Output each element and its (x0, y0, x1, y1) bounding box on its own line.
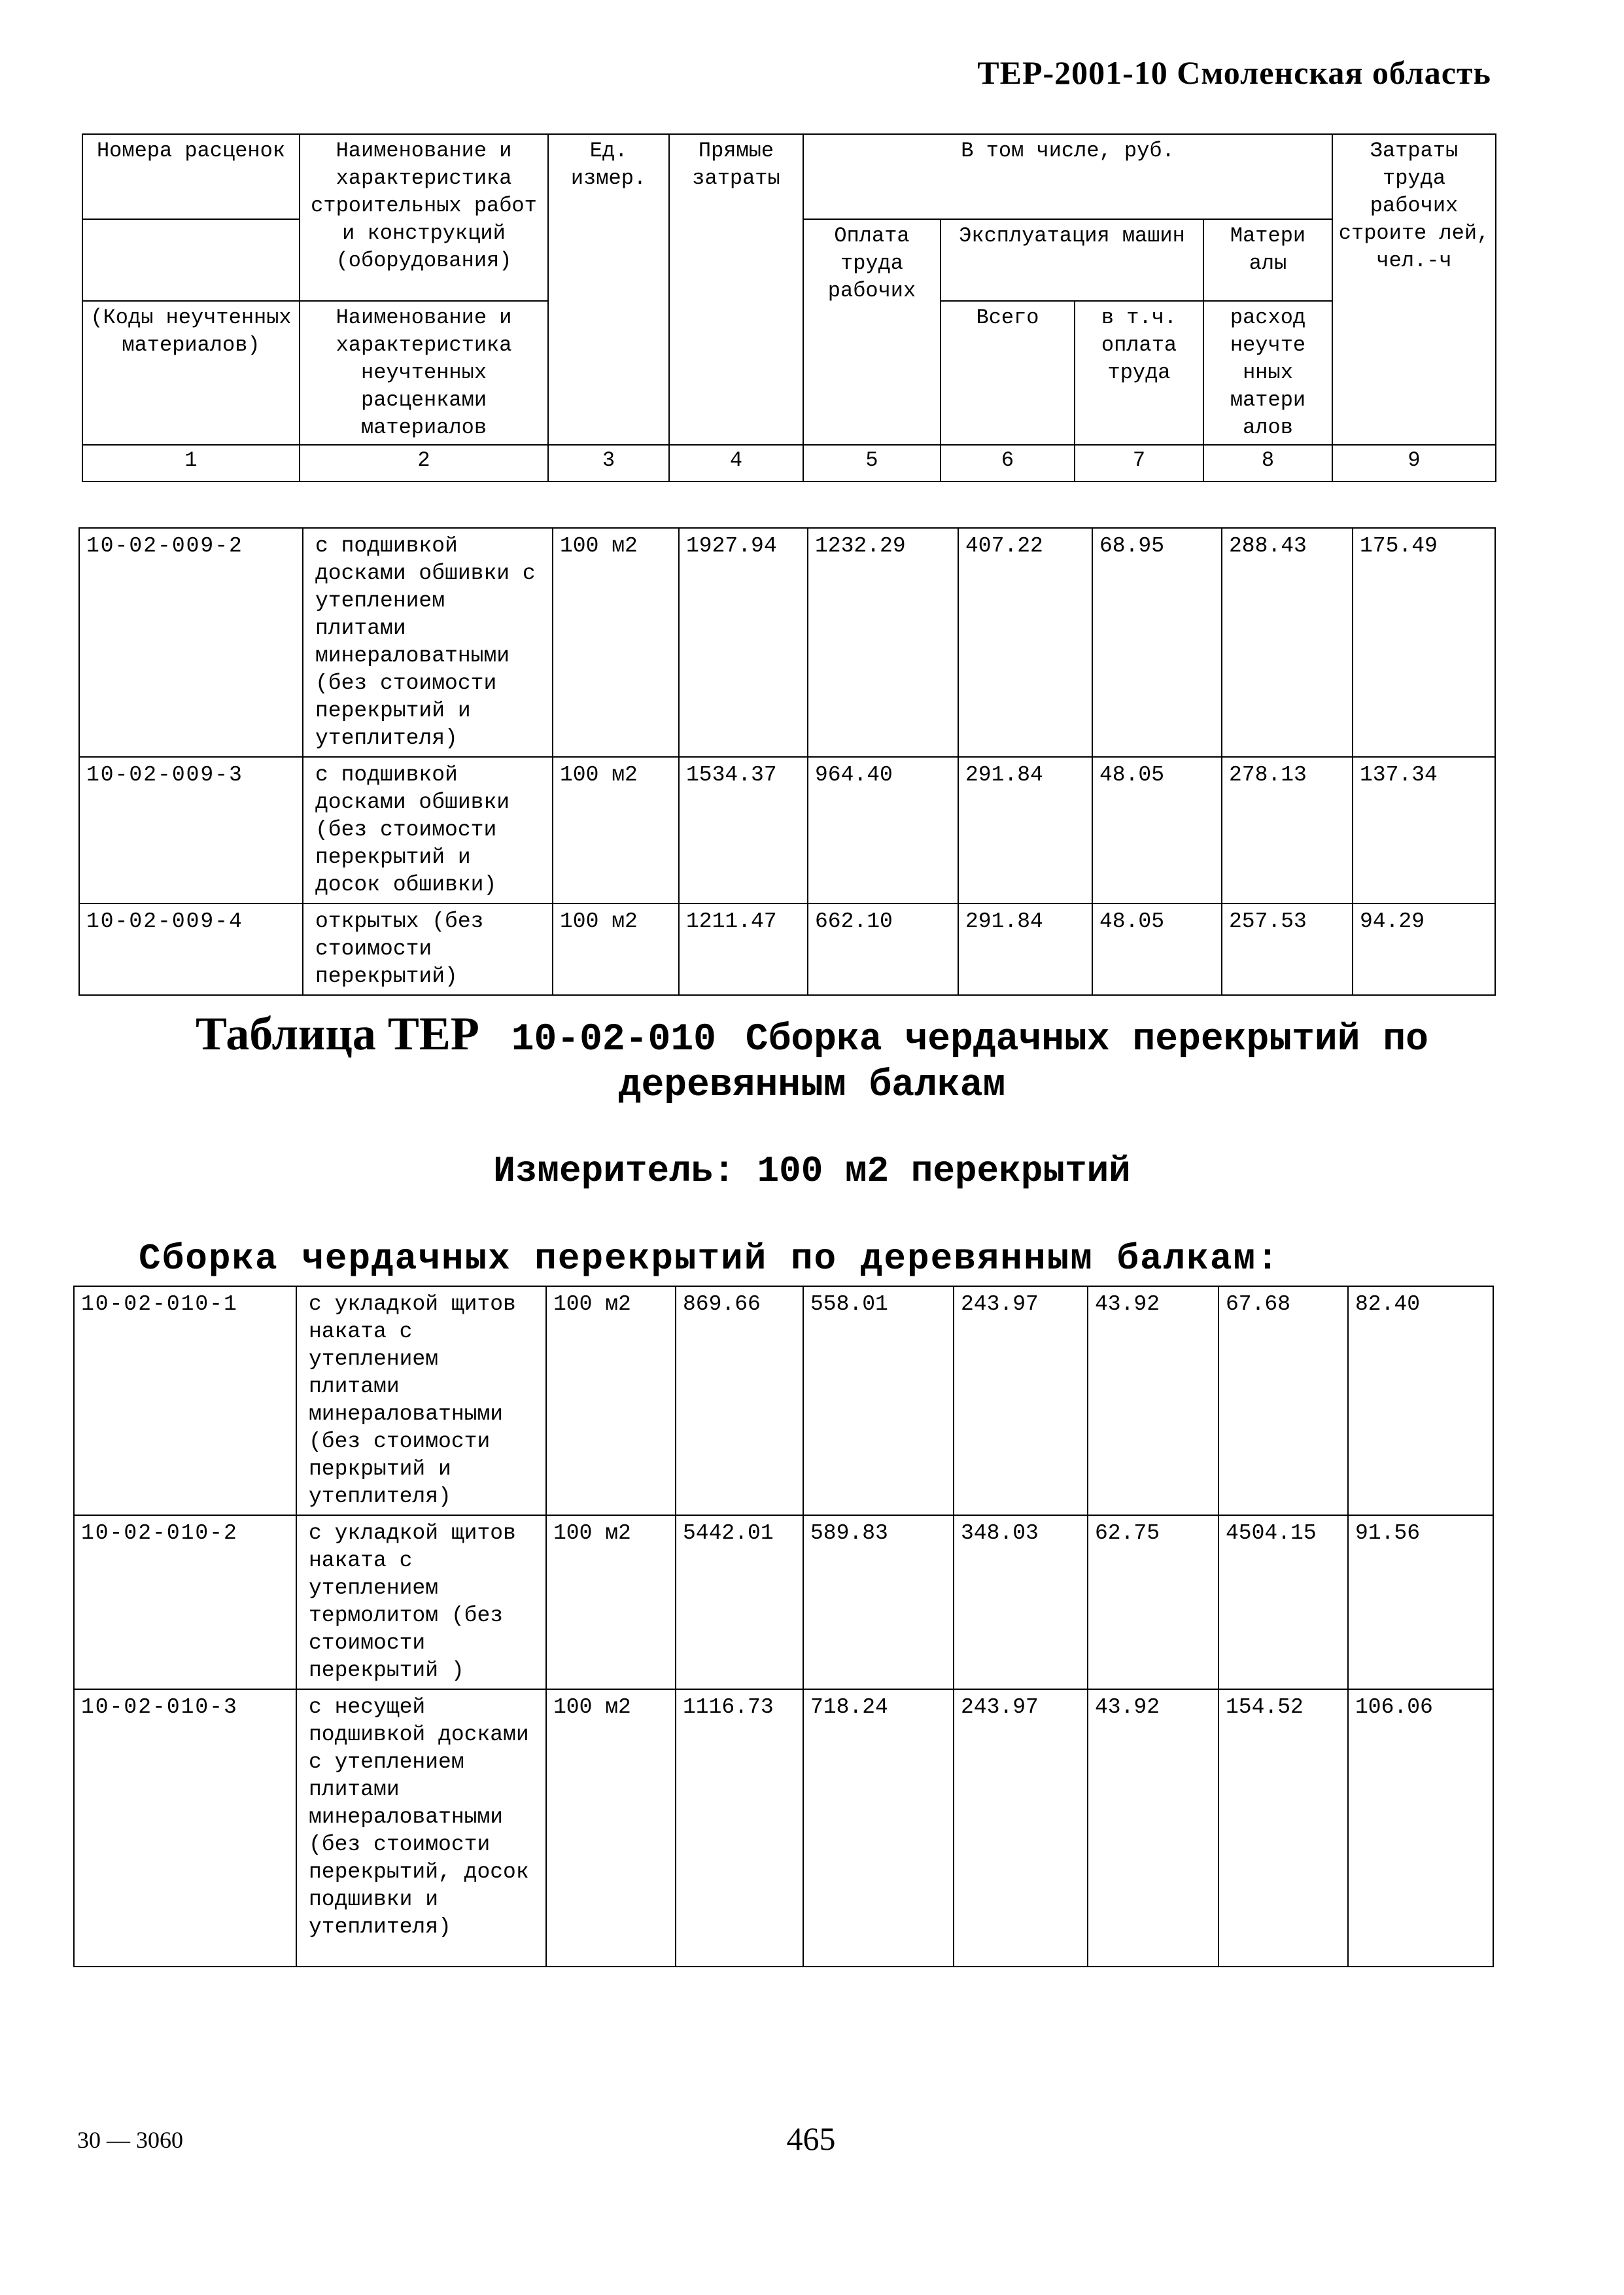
column-number: 9 (1332, 445, 1496, 482)
rate-worker-wages: 662.10 (808, 903, 958, 995)
rate-materials: 257.53 (1222, 903, 1353, 995)
rate-direct-costs: 869.66 (676, 1286, 803, 1515)
table-row (74, 1286, 1493, 1515)
rate-labor-hours: 82.40 (1348, 1286, 1493, 1515)
header-unaccounted-materials: расход неучте нных матери алов (1203, 301, 1332, 445)
table-row (74, 1515, 1493, 1689)
rate-machines-wages: 48.05 (1092, 903, 1222, 995)
rate-direct-costs: 5442.01 (676, 1515, 803, 1689)
table-label: Таблица ТЕР (196, 1007, 479, 1060)
rate-machines-total: 243.97 (954, 1689, 1088, 1967)
rate-machines-total: 243.97 (954, 1286, 1088, 1515)
rate-labor-hours: 94.29 (1353, 903, 1495, 995)
column-number: 1 (82, 445, 300, 482)
rate-materials: 288.43 (1222, 528, 1353, 757)
rate-machines-wages: 48.05 (1092, 757, 1222, 903)
rate-unit: 100 м2 (546, 1286, 676, 1515)
header-worker-wages: Оплата труда рабочих (803, 219, 941, 445)
rate-worker-wages: 718.24 (803, 1689, 954, 1967)
rate-unit: 100 м2 (553, 903, 679, 995)
running-header: ТЕР-2001-10 Смоленская область (977, 54, 1491, 91)
table-row (79, 903, 1495, 995)
rate-description: открытых (без стоимости перекрытий) (303, 903, 553, 995)
rate-code: 10-02-009-3 (79, 757, 303, 903)
table-row (74, 1689, 1493, 1967)
column-number: 7 (1075, 445, 1203, 482)
column-number: 3 (548, 445, 669, 482)
rate-description: с несущей подшивкой досками с утеплением плитами минераловатными (без стоимости перекрытий, досок подшивки и утеплителя) (296, 1689, 546, 1967)
rate-materials: 67.68 (1218, 1286, 1348, 1515)
rate-machines-total: 407.22 (958, 528, 1092, 757)
rate-labor-hours: 137.34 (1353, 757, 1495, 903)
rate-unit: 100 м2 (553, 528, 679, 757)
header-machines-group: Эксплуатация машин (941, 219, 1203, 301)
header-machines-total: Всего (941, 301, 1075, 445)
table-row (79, 528, 1495, 757)
page-number: 465 (786, 2120, 836, 2157)
rate-machines-wages: 43.92 (1088, 1286, 1218, 1515)
rate-labor-hours: 175.49 (1353, 528, 1495, 757)
rate-description: с укладкой щитов наката с утеплением плитами минераловатными (без стоимости перкрытий и утеплителя) (296, 1286, 546, 1515)
column-number: 5 (803, 445, 941, 482)
rate-unit: 100 м2 (546, 1689, 676, 1967)
rate-materials: 4504.15 (1218, 1515, 1348, 1689)
header-including-group: В том числе, руб. (803, 134, 1332, 219)
header-labor-costs: Затраты труда рабочих строите лей, чел.-ч (1332, 134, 1496, 445)
rate-code: 10-02-010-1 (74, 1286, 296, 1515)
rate-worker-wages: 1232.29 (808, 528, 958, 757)
column-number: 2 (300, 445, 548, 482)
unit-of-measure: Измеритель: 100 м2 перекрытий (493, 1150, 1131, 1192)
rate-code: 10-02-010-2 (74, 1515, 296, 1689)
header-machines-wages: в т.ч. оплата труда (1075, 301, 1203, 445)
table-title-line1: Сборка чердачных перекрытий по (745, 1019, 1428, 1061)
rate-labor-hours: 91.56 (1348, 1515, 1493, 1689)
rate-materials: 278.13 (1222, 757, 1353, 903)
rate-unit: 100 м2 (546, 1515, 676, 1689)
header-material-codes: (Коды неучтенных материалов) (82, 301, 300, 445)
rate-code: 10-02-010-3 (74, 1689, 296, 1967)
column-header-table (82, 133, 1496, 482)
print-code: 30 — 3060 (77, 2127, 183, 2153)
rate-direct-costs: 1927.94 (679, 528, 808, 757)
table-code: 10-02-010 (511, 1019, 716, 1061)
rate-description: с подшивкой досками обшивки с утеплением плитами минераловатными (без стоимости перекрытий и утеплителя) (303, 528, 553, 757)
rate-worker-wages: 558.01 (803, 1286, 954, 1515)
rate-labor-hours: 106.06 (1348, 1689, 1493, 1967)
rate-description: с укладкой щитов наката с утеплением термолитом (без стоимости перекрытий ) (296, 1515, 546, 1689)
column-number: 8 (1203, 445, 1332, 482)
rate-code: 10-02-009-2 (79, 528, 303, 757)
rate-machines-wages: 62.75 (1088, 1515, 1218, 1689)
rate-machines-total: 348.03 (954, 1515, 1088, 1689)
rate-machines-total: 291.84 (958, 903, 1092, 995)
header-material-name: Наименование и характеристика неучтенных расценками материалов (300, 301, 548, 445)
header-materials: Матери алы (1203, 219, 1332, 301)
column-number: 4 (669, 445, 803, 482)
header-direct-costs: Прямые затраты (669, 134, 803, 445)
rate-worker-wages: 589.83 (803, 1515, 954, 1689)
table-heading (0, 1007, 1624, 1109)
rate-unit: 100 м2 (553, 757, 679, 903)
header-rate-number: Номера расценок (82, 134, 300, 219)
rate-worker-wages: 964.40 (808, 757, 958, 903)
rate-direct-costs: 1116.73 (676, 1689, 803, 1967)
header-unit: Ед. измер. (548, 134, 669, 445)
header-work-name: Наименование и характеристика строительных работ и конструкций (оборудования) (300, 134, 548, 301)
rate-machines-wages: 43.92 (1088, 1689, 1218, 1967)
table-title-line2: деревянным балкам (618, 1064, 1006, 1107)
rate-code: 10-02-009-4 (79, 903, 303, 995)
rate-machines-total: 291.84 (958, 757, 1092, 903)
rate-direct-costs: 1534.37 (679, 757, 808, 903)
section-title: Сборка чердачных перекрытий по деревянным балкам: (139, 1238, 1280, 1280)
rates-table-continued (78, 527, 1496, 996)
table-row (79, 757, 1495, 903)
rates-table-10-02-010 (73, 1286, 1494, 1967)
rate-materials: 154.52 (1218, 1689, 1348, 1967)
rate-machines-wages: 68.95 (1092, 528, 1222, 757)
rate-description: с подшивкой досками обшивки (без стоимости перекрытий и досок обшивки) (303, 757, 553, 903)
column-number: 6 (941, 445, 1075, 482)
header-rate-number-spacer (82, 219, 300, 301)
rate-direct-costs: 1211.47 (679, 903, 808, 995)
